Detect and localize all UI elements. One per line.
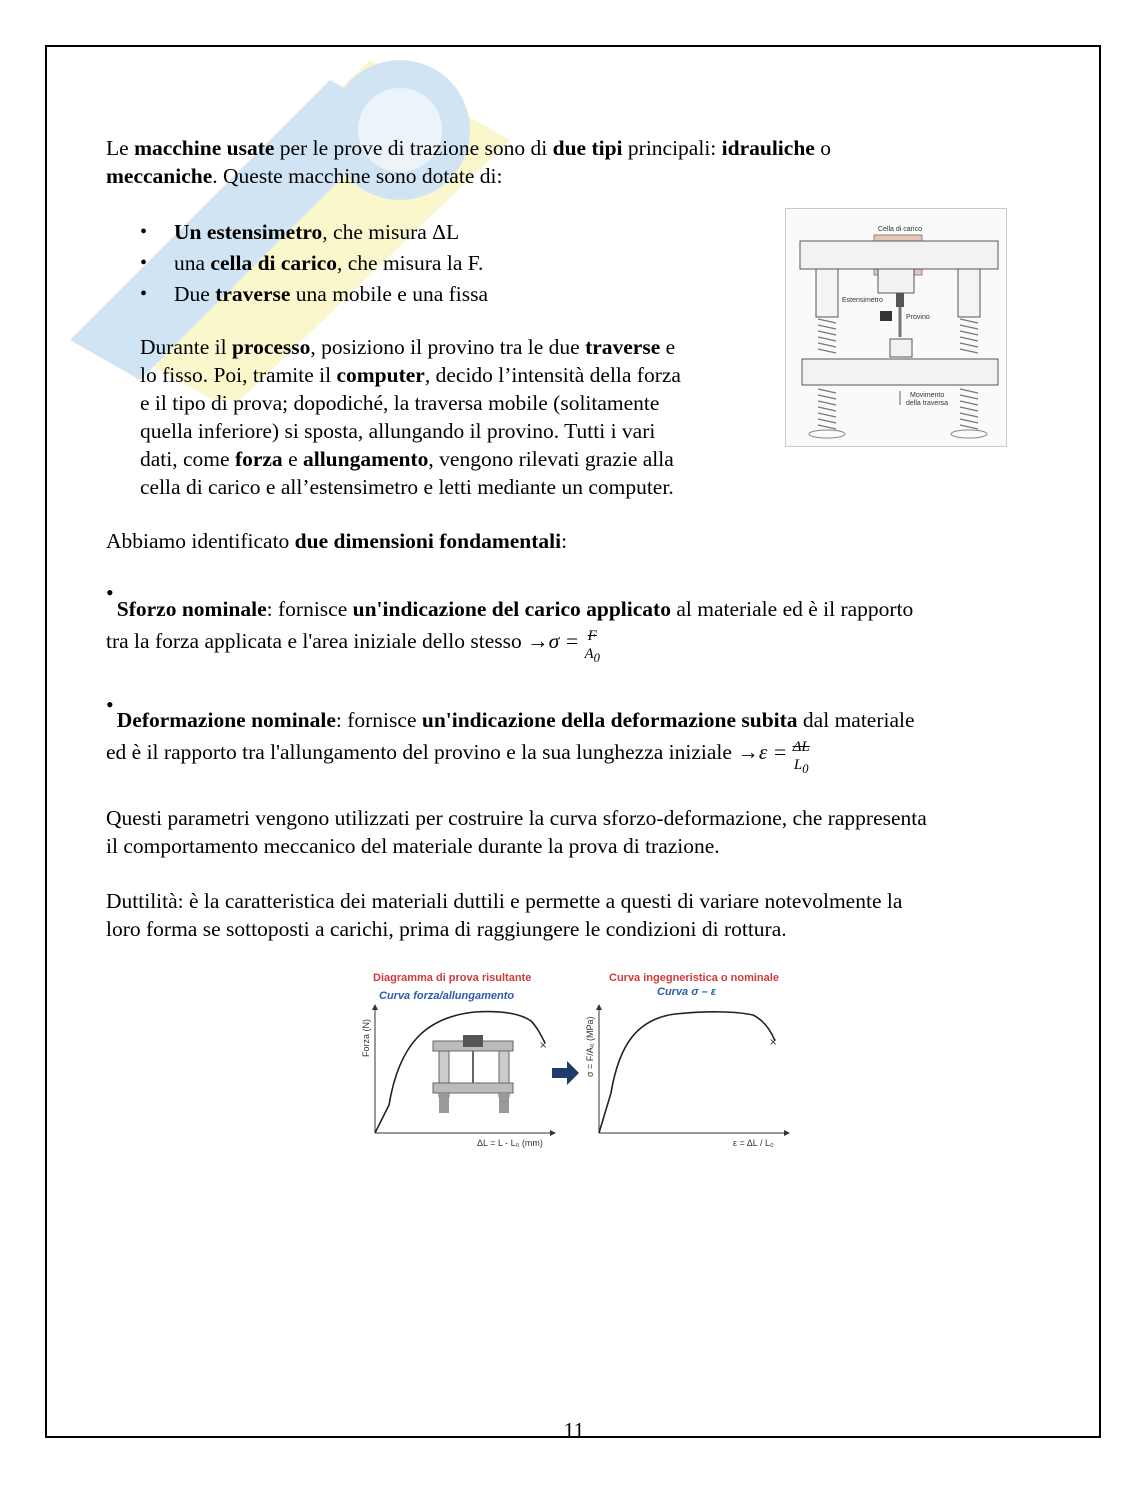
rupture-marker: × bbox=[539, 1040, 548, 1051]
stress-strain-curve bbox=[599, 1012, 778, 1133]
dimensions-intro: Abbiamo identificato due dimensioni fondamentali: bbox=[106, 529, 568, 553]
svg-text:Cella di carico: Cella di carico bbox=[878, 226, 922, 233]
right-subtitle: Curva σ – ε bbox=[657, 986, 717, 998]
left-y-label: Forza (N) bbox=[361, 1019, 371, 1057]
page-number: 11 bbox=[563, 1418, 585, 1442]
svg-text:Movimento: Movimento bbox=[910, 392, 945, 399]
stress-definition: Sforzo nominale: fornisce un'indicazione del carico applicato al materiale ed è il rapporto tra la forza applicata e l'area iniziale dello stesso →σ = F $A_0$ bbox=[106, 597, 914, 665]
process-paragraph: Durante il processo, posiziono il provino tra le due traverse e lo fisso. Poi, tramite il computer, decido l’intensità della forza e il tipo di prova; dopodiché, la traversa mobile (solitamente quella inferiore) si sposta, allungando il provino. Tutti i vari dati, come forza e allungamento, vengono rilevati grazie alla cella di carico e all’estensimetro e letti mediante un computer. bbox=[140, 335, 681, 499]
list-item: • Un estensimetro, che misura ΔL bbox=[140, 217, 488, 248]
left-x-label: ΔL = L - L₀ (mm) bbox=[477, 1138, 543, 1148]
force-elongation-curve bbox=[375, 1012, 548, 1133]
stress-strain-diagrams bbox=[355, 965, 795, 1155]
arrow-symbol: → bbox=[737, 739, 759, 764]
rupture-marker: × bbox=[769, 1037, 778, 1048]
left-subtitle: Curva forza/allungamento bbox=[379, 990, 515, 1002]
list-item: • Due traverse una mobile e una fissa bbox=[140, 279, 488, 310]
svg-text:Provino: Provino bbox=[906, 314, 930, 321]
tensile-machine-figure bbox=[785, 208, 1007, 447]
curve-paragraph: Questi parametri vengono utilizzati per costruire la curva sforzo-deformazione, che rappresenta il comportamento meccanico del materiale durante la prova di trazione. bbox=[106, 806, 927, 858]
bullet-dot: • bbox=[106, 692, 114, 717]
strain-definition: Deformazione nominale: fornisce un'indicazione della deformazione subita dal materiale ed è il rapporto tra l'allungamento del provino e la sua lunghezza iniziale →ε = ΔL $L_0$ bbox=[106, 708, 915, 776]
svg-text:Estensimetro: Estensimetro bbox=[842, 297, 883, 304]
right-y-label: σ = F/A₀ (MPa) bbox=[585, 1016, 595, 1077]
equipment-list bbox=[140, 217, 488, 310]
arrow-icon bbox=[552, 1061, 579, 1085]
machine-thumbnail bbox=[433, 1035, 513, 1113]
stress-strain-figure bbox=[355, 965, 795, 1155]
bullet-dot: • bbox=[106, 580, 114, 605]
stress-formula: F $A_0$ bbox=[584, 628, 600, 665]
tensile-machine-diagram bbox=[786, 209, 1006, 446]
left-title: Diagramma di prova risultante bbox=[373, 972, 532, 984]
right-x-label: ε = ΔL / L₀ bbox=[733, 1138, 774, 1148]
ductility-paragraph: Duttilità: è la caratteristica dei materiali duttili e permette a questi di variare notevolmente la loro forma se sottoposti a carichi, prima di raggiungere le condizioni di rottura. bbox=[106, 889, 903, 941]
svg-text:della traversa: della traversa bbox=[906, 400, 949, 407]
right-title: Curva ingegneristica o nominale bbox=[609, 972, 779, 984]
strain-formula: ΔL $L_0$ bbox=[792, 739, 810, 776]
list-item: • una cella di carico, che misura la F. bbox=[140, 248, 488, 279]
intro-paragraph: Le macchine usate per le prove di trazione sono di due tipi principali: idrauliche o meccaniche. Queste macchine sono dotate di: bbox=[106, 136, 831, 188]
arrow-symbol: → bbox=[527, 628, 549, 653]
